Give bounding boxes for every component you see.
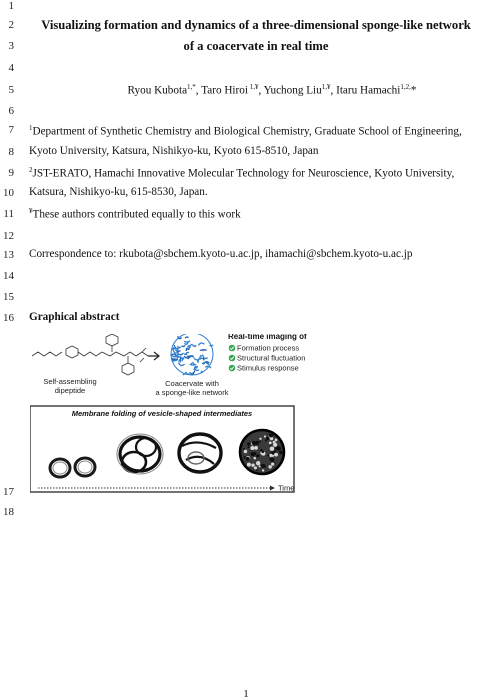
correspondence-line: Correspondence to: rkubota@sbchem.kyoto-u.ac.jp, ihamachi@sbchem.kyoto-u.ac.jp xyxy=(29,248,413,260)
author-name: Yuchong Liu xyxy=(263,84,322,97)
dipeptide-structure xyxy=(32,334,148,375)
equal-contribution-mark: ¥ xyxy=(29,207,33,215)
affiliation-2-line-2: Katsura, Nishikyo-ku, 615-8530, Japan. xyxy=(29,186,208,198)
author-affiliation-mark: 1,¥ xyxy=(321,83,331,91)
affiliation-mark: 2 xyxy=(29,166,33,174)
paper-title-line-2: of a coacervate in real time xyxy=(183,39,329,53)
imaging-bullet-text: Structural fluctuation xyxy=(237,353,306,363)
line-number: 9 xyxy=(8,167,14,179)
line-number: 2 xyxy=(8,19,14,31)
line-number: 1 xyxy=(8,0,14,12)
arrow-icon xyxy=(148,352,159,360)
graphical-abstract xyxy=(30,334,330,494)
microscopy-frame-4 xyxy=(240,430,284,474)
affiliation-mark: 1 xyxy=(29,124,33,132)
line-number: 7 xyxy=(8,124,14,136)
affiliation-2-line-1 xyxy=(29,166,454,180)
affiliation-text: Department of Synthetic Chemistry and Biological Chemistry, Graduate School of Engineering, xyxy=(32,125,462,138)
author-separator: , xyxy=(330,84,337,97)
check-icon xyxy=(229,365,236,372)
dipeptide-label-line-2: dipeptide xyxy=(54,386,86,395)
line-number: 17 xyxy=(3,486,14,498)
microscopy-panel-title: Membrane folding of vesicle-shaped intermediates xyxy=(71,409,253,418)
author-affiliation-mark: 1,* xyxy=(187,83,196,91)
section-heading: Graphical abstract xyxy=(29,311,120,323)
line-number: 15 xyxy=(3,291,14,303)
imaging-bullet xyxy=(229,364,299,373)
author-separator: , xyxy=(195,84,202,97)
line-number: 8 xyxy=(8,146,14,158)
line-number: 14 xyxy=(3,270,14,282)
line-number: 4 xyxy=(8,62,14,74)
coacervate-label-line-2: a sponge-like network xyxy=(155,388,229,397)
check-icon xyxy=(229,355,236,362)
imaging-bullet-text: Stimulus response xyxy=(237,363,299,373)
imaging-bullet xyxy=(229,354,306,363)
dipeptide-label-line-1: Self-assembling xyxy=(43,377,97,386)
time-label: Time xyxy=(278,483,295,493)
imaging-bullet-text: Formation process xyxy=(237,343,300,353)
author-affiliation-mark: 1,¥ xyxy=(247,83,259,91)
line-number: 6 xyxy=(8,105,14,117)
line-number: 3 xyxy=(8,40,14,52)
line-number: 10 xyxy=(3,187,14,199)
equal-contribution-text: These authors contributed equally to this work xyxy=(32,208,241,221)
author-affiliation-mark: 1,2, xyxy=(400,83,411,91)
affiliation-1-line-1 xyxy=(29,124,462,138)
affiliation-1-line-2: Kyoto University, Katsura, Nishikyo-ku, Kyoto 615-8510, Japan xyxy=(29,145,319,157)
line-number: 16 xyxy=(3,312,14,324)
coacervate-label-line-1: Coacervate with xyxy=(165,379,219,388)
author-separator: , xyxy=(258,84,264,97)
page-number: 1 xyxy=(243,688,249,700)
check-icon xyxy=(229,345,236,352)
imaging-bullet xyxy=(229,344,300,353)
line-number: 11 xyxy=(3,208,14,220)
line-number: 5 xyxy=(8,84,14,96)
author-list xyxy=(0,83,492,97)
author-name: Ryou Kubota xyxy=(127,84,188,97)
author-separator: * xyxy=(410,84,417,97)
line-number: 13 xyxy=(3,249,14,261)
imaging-title: Real-time imaging of xyxy=(228,334,307,341)
author-name: Taro Hiroi xyxy=(201,84,248,97)
line-number: 18 xyxy=(3,506,14,518)
coacervate-network-icon xyxy=(171,334,213,375)
paper-title-line-1: Visualizing formation and dynamics of a three-dimensional sponge-like network xyxy=(41,18,471,32)
line-number: 12 xyxy=(3,230,14,242)
affiliation-text: JST-ERATO, Hamachi Innovative Molecular Technology for Neuroscience, Kyoto University, xyxy=(32,167,455,180)
author-name: Itaru Hamachi xyxy=(336,84,401,97)
equal-contribution-note xyxy=(29,207,241,221)
